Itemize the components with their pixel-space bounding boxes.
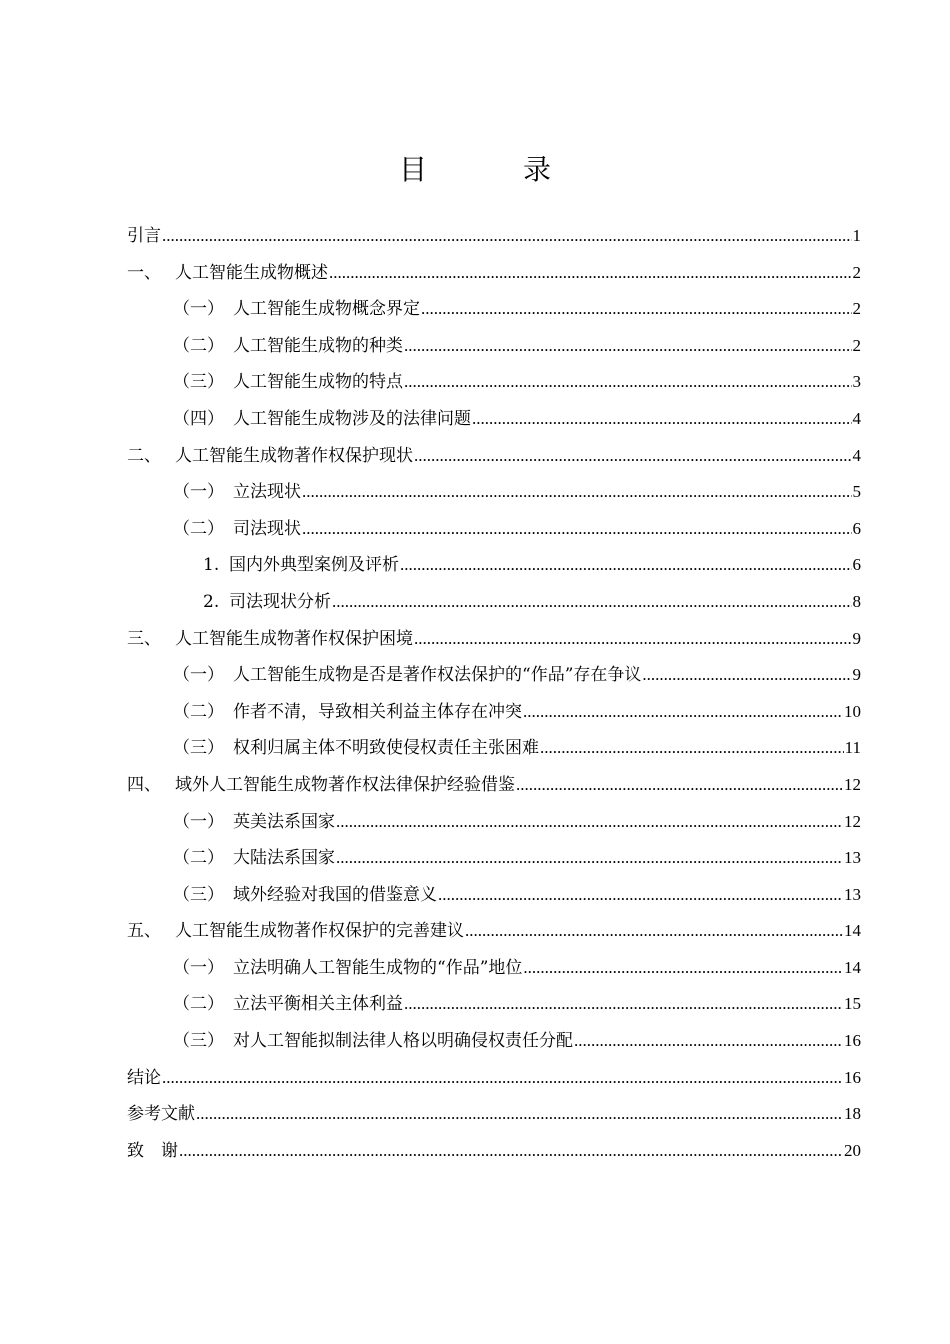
toc-entry-number: （一） <box>173 482 224 503</box>
toc-entry-page-number: 15 <box>844 994 861 1014</box>
toc-entry-text: 人工智能生成物概述 <box>175 262 328 283</box>
toc-entry-text: 英美法系国家 <box>233 811 335 832</box>
dot-leader <box>438 877 843 914</box>
toc-entry-text: 致 谢 <box>127 1140 178 1161</box>
toc-entry-text: 权利归属主体不明致使侵权责任主张困难 <box>233 738 539 759</box>
toc-entry-page-number: 4 <box>852 408 861 428</box>
toc-entry-number: 三、 <box>127 628 161 649</box>
dot-leader <box>574 1023 843 1060</box>
toc-entry-page-number: 14 <box>844 957 861 977</box>
toc-entry[interactable] <box>127 218 861 255</box>
toc-entry-page-number: 6 <box>852 518 861 538</box>
toc-entry-page-number: 6 <box>852 555 861 575</box>
toc-entry-number: （一） <box>173 299 224 320</box>
toc-entry-number: （三） <box>173 372 224 393</box>
toc-entry-text: 参考文献 <box>127 1104 195 1125</box>
toc-entry-number: 一、 <box>127 262 161 283</box>
toc-entry[interactable] <box>127 1133 861 1170</box>
toc-entry[interactable] <box>127 328 861 365</box>
toc-entry-number: 四、 <box>127 774 161 795</box>
dot-leader <box>404 986 843 1023</box>
toc-entry[interactable] <box>127 1096 861 1133</box>
dot-leader <box>540 730 844 767</box>
dot-leader <box>516 767 843 804</box>
toc-entry[interactable] <box>127 840 861 877</box>
toc-entry[interactable] <box>127 621 861 658</box>
toc-entry-number: （三） <box>173 884 224 905</box>
toc-entry-page-number: 16 <box>844 1031 861 1051</box>
toc-entry-number: （四） <box>173 408 224 429</box>
toc-entry-page-number: 4 <box>852 445 861 465</box>
dot-leader <box>336 840 843 877</box>
toc-entry[interactable] <box>127 730 861 767</box>
toc-entry[interactable] <box>127 584 861 621</box>
toc-entry[interactable] <box>127 438 861 475</box>
toc-entry[interactable] <box>127 255 861 292</box>
toc-entry-page-number: 20 <box>844 1140 861 1160</box>
toc-entry-number: （一） <box>173 665 224 686</box>
toc-entry[interactable] <box>127 694 861 731</box>
toc-entry[interactable] <box>127 474 861 511</box>
toc-entry[interactable] <box>127 657 861 694</box>
toc-entry-text: 结论 <box>127 1067 161 1088</box>
toc-entry[interactable] <box>127 291 861 328</box>
toc-entry[interactable] <box>127 1023 861 1060</box>
toc-entry-page-number: 13 <box>844 884 861 904</box>
dot-leader <box>302 474 852 511</box>
dot-leader <box>196 1096 843 1133</box>
dot-leader <box>400 547 852 584</box>
toc-entry-text: 立法平衡相关主体利益 <box>233 994 403 1015</box>
toc-entry-text: 引言 <box>127 226 161 246</box>
toc-entry-number: 2. <box>203 591 220 612</box>
toc-entry[interactable] <box>127 877 861 914</box>
toc-entry-number: （二） <box>173 518 224 539</box>
toc-entry-text: 人工智能生成物著作权保护困境 <box>175 628 413 649</box>
dot-leader <box>336 804 843 841</box>
toc-entry-text: 作者不清，导致相关利益主体存在冲突 <box>233 701 522 722</box>
toc-entry-text: 人工智能生成物著作权保护的完善建议 <box>175 921 464 942</box>
dot-leader <box>472 401 852 438</box>
dot-leader <box>523 694 843 731</box>
toc-entry-page-number: 12 <box>844 811 861 831</box>
toc-entry-number: （三） <box>173 738 224 759</box>
toc-entry-text: 人工智能生成物是否是著作权法保护的“作品”存在争议 <box>233 665 642 686</box>
dot-leader <box>642 657 851 694</box>
toc-entry[interactable] <box>127 364 861 401</box>
toc-entry-page-number: 16 <box>844 1067 861 1087</box>
dot-leader <box>329 255 852 292</box>
toc-entry-text: 人工智能生成物的种类 <box>233 335 403 356</box>
dot-leader <box>414 621 852 658</box>
toc-entry-text: 域外人工智能生成物著作权法律保护经验借鉴 <box>175 774 515 795</box>
toc-entry-page-number: 18 <box>844 1104 861 1124</box>
toc-entry-number: （三） <box>173 1031 224 1052</box>
toc-entry[interactable] <box>127 1060 861 1097</box>
toc-entry-number: 1. <box>203 555 220 576</box>
toc-entry-text: 司法现状分析 <box>229 591 331 612</box>
toc-entry[interactable] <box>127 511 861 548</box>
toc-title: 目 录 <box>398 153 585 186</box>
dot-leader <box>404 328 852 365</box>
toc-entry-number: （二） <box>173 848 224 869</box>
toc-entry-page-number: 5 <box>852 482 861 502</box>
toc-entry-text: 立法现状 <box>233 482 301 503</box>
toc-entry-page-number: 13 <box>844 848 861 868</box>
toc-entry-text: 域外经验对我国的借鉴意义 <box>233 884 437 905</box>
toc-entry-page-number: 12 <box>844 774 861 794</box>
toc-entry[interactable] <box>127 767 861 804</box>
toc-entry[interactable] <box>127 547 861 584</box>
toc-entry-page-number: 9 <box>852 665 861 685</box>
toc-entry-page-number: 8 <box>852 591 861 611</box>
toc-entry-page-number: 9 <box>852 628 861 648</box>
dot-leader <box>465 913 843 950</box>
toc-entry-text: 人工智能生成物的特点 <box>233 372 403 393</box>
toc-entry-number: （二） <box>173 335 224 356</box>
dot-leader <box>414 438 852 475</box>
dot-leader <box>421 291 852 328</box>
toc-entry[interactable] <box>127 986 861 1023</box>
dot-leader <box>523 950 843 987</box>
toc-entry-text: 人工智能生成物概念界定 <box>233 299 420 320</box>
toc-entry-page-number: 3 <box>852 372 861 392</box>
toc-entry-text: 人工智能生成物著作权保护现状 <box>175 445 413 466</box>
toc-entry-number: （二） <box>173 994 224 1015</box>
dot-leader <box>302 511 852 548</box>
dot-leader <box>162 1060 843 1097</box>
toc-entry-page-number: 2 <box>852 335 861 355</box>
dot-leader <box>332 584 852 621</box>
toc-entry-number: （二） <box>173 701 224 722</box>
toc-entry-number: 五、 <box>127 921 161 942</box>
toc-entry-text: 司法现状 <box>233 518 301 539</box>
toc-entry-number: （一） <box>173 811 224 832</box>
toc-entry[interactable] <box>127 804 861 841</box>
toc-entry[interactable] <box>127 913 861 950</box>
dot-leader <box>162 218 852 255</box>
table-of-contents <box>127 218 861 1169</box>
toc-entry-number: （一） <box>173 957 224 978</box>
toc-entry-text: 国内外典型案例及评析 <box>229 555 399 576</box>
toc-entry-text: 大陆法系国家 <box>233 848 335 869</box>
toc-entry-page-number: 11 <box>844 738 861 758</box>
toc-entry[interactable] <box>127 950 861 987</box>
toc-entry-page-number: 1 <box>852 226 861 245</box>
toc-entry-text: 立法明确人工智能生成物的“作品”地位 <box>233 957 523 978</box>
toc-entry-page-number: 2 <box>852 262 861 282</box>
toc-entry-text: 人工智能生成物涉及的法律问题 <box>233 408 471 429</box>
toc-entry-page-number: 14 <box>844 921 861 941</box>
dot-leader <box>404 364 852 401</box>
toc-entry-page-number: 10 <box>844 701 861 721</box>
dot-leader <box>179 1133 843 1170</box>
toc-entry-page-number: 2 <box>852 299 861 319</box>
toc-entry-number: 二、 <box>127 445 161 466</box>
toc-entry[interactable] <box>127 401 861 438</box>
toc-entry-text: 对人工智能拟制法律人格以明确侵权责任分配 <box>233 1031 573 1052</box>
